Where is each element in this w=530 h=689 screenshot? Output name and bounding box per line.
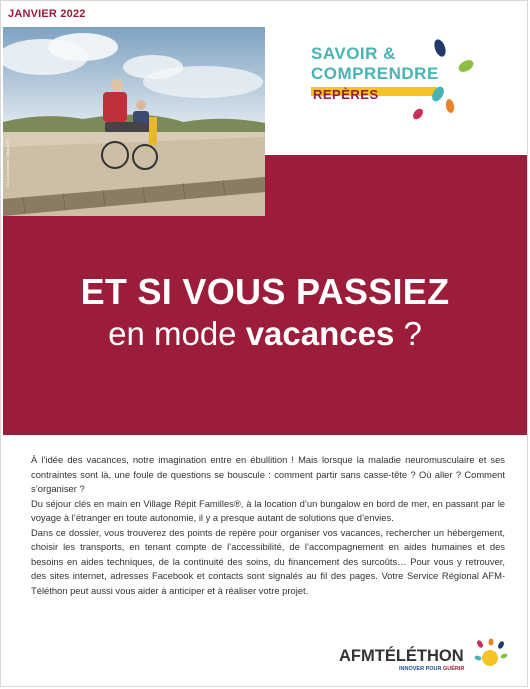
afm-sun-icon (474, 638, 508, 674)
photo-credit: © Laura Bessis / Abaca / P (5, 139, 10, 187)
hero-subtitle-emphasis: vacances (245, 315, 395, 352)
body-paragraph-3: Dans ce dossier, vous trouverez des points de repère pour organiser vos vacances, rechercher un hébergement, choisir les transports, en tenant compte de l’accessibilité, de l’accompagnement en aides humaines et des besoins en aides techniques, de la continuité des soins, du financement des surcoûts… Pour vous y retrouver, des sites internet, adresses Facebook et contacts sont signalés au fil des pages. Votre Service Régional AFM-Téléthon peut aussi vous aider à anticiper et à réaliser votre projet. (31, 526, 505, 596)
afm-tag-part2: GUÉRIR (443, 666, 465, 672)
issue-date: JANVIER 2022 (8, 8, 86, 20)
afm-tag-part1: INNOVER POUR (399, 666, 444, 672)
body-paragraph-2: Du séjour clés en main en Village Répit Familles®, à la location d’un bungalow en bord de mer, en passant par le voyage à l’étranger en toute autonomie, il y a presque autant de solutions que d’envies. (31, 497, 505, 523)
hero-subtitle-suffix: ? (394, 315, 422, 352)
afm-telethon-tagline (399, 666, 464, 672)
hero-title: ET SI VOUS PASSIEZ (80, 271, 450, 312)
brand-line-1: SAVOIR & (311, 44, 396, 63)
brand-tag: REPÈRES (313, 87, 379, 102)
cover-photo (3, 27, 265, 216)
beach-scene-illustration (3, 27, 265, 216)
body-paragraph-1: À l’idée des vacances, notre imagination entre en ébullition ! Mais lorsque la maladie neuromusculaire et ses contraintes sont là, une foule de questions se bouscule : comment partir sans casse-tête ? Où aller ? Comment s’organiser ? (31, 454, 505, 494)
hero-subtitle-prefix: en mode (108, 315, 246, 352)
hero-subtitle (3, 315, 527, 353)
afm-word-part1: AFM (339, 647, 375, 665)
afm-telethon-wordmark (339, 647, 464, 666)
body-text (31, 453, 505, 598)
colored-petals-icon (408, 36, 488, 126)
afm-word-part2: TÉLÉTHON (374, 647, 464, 665)
brand-line-2: COMPRENDRE (311, 64, 439, 83)
